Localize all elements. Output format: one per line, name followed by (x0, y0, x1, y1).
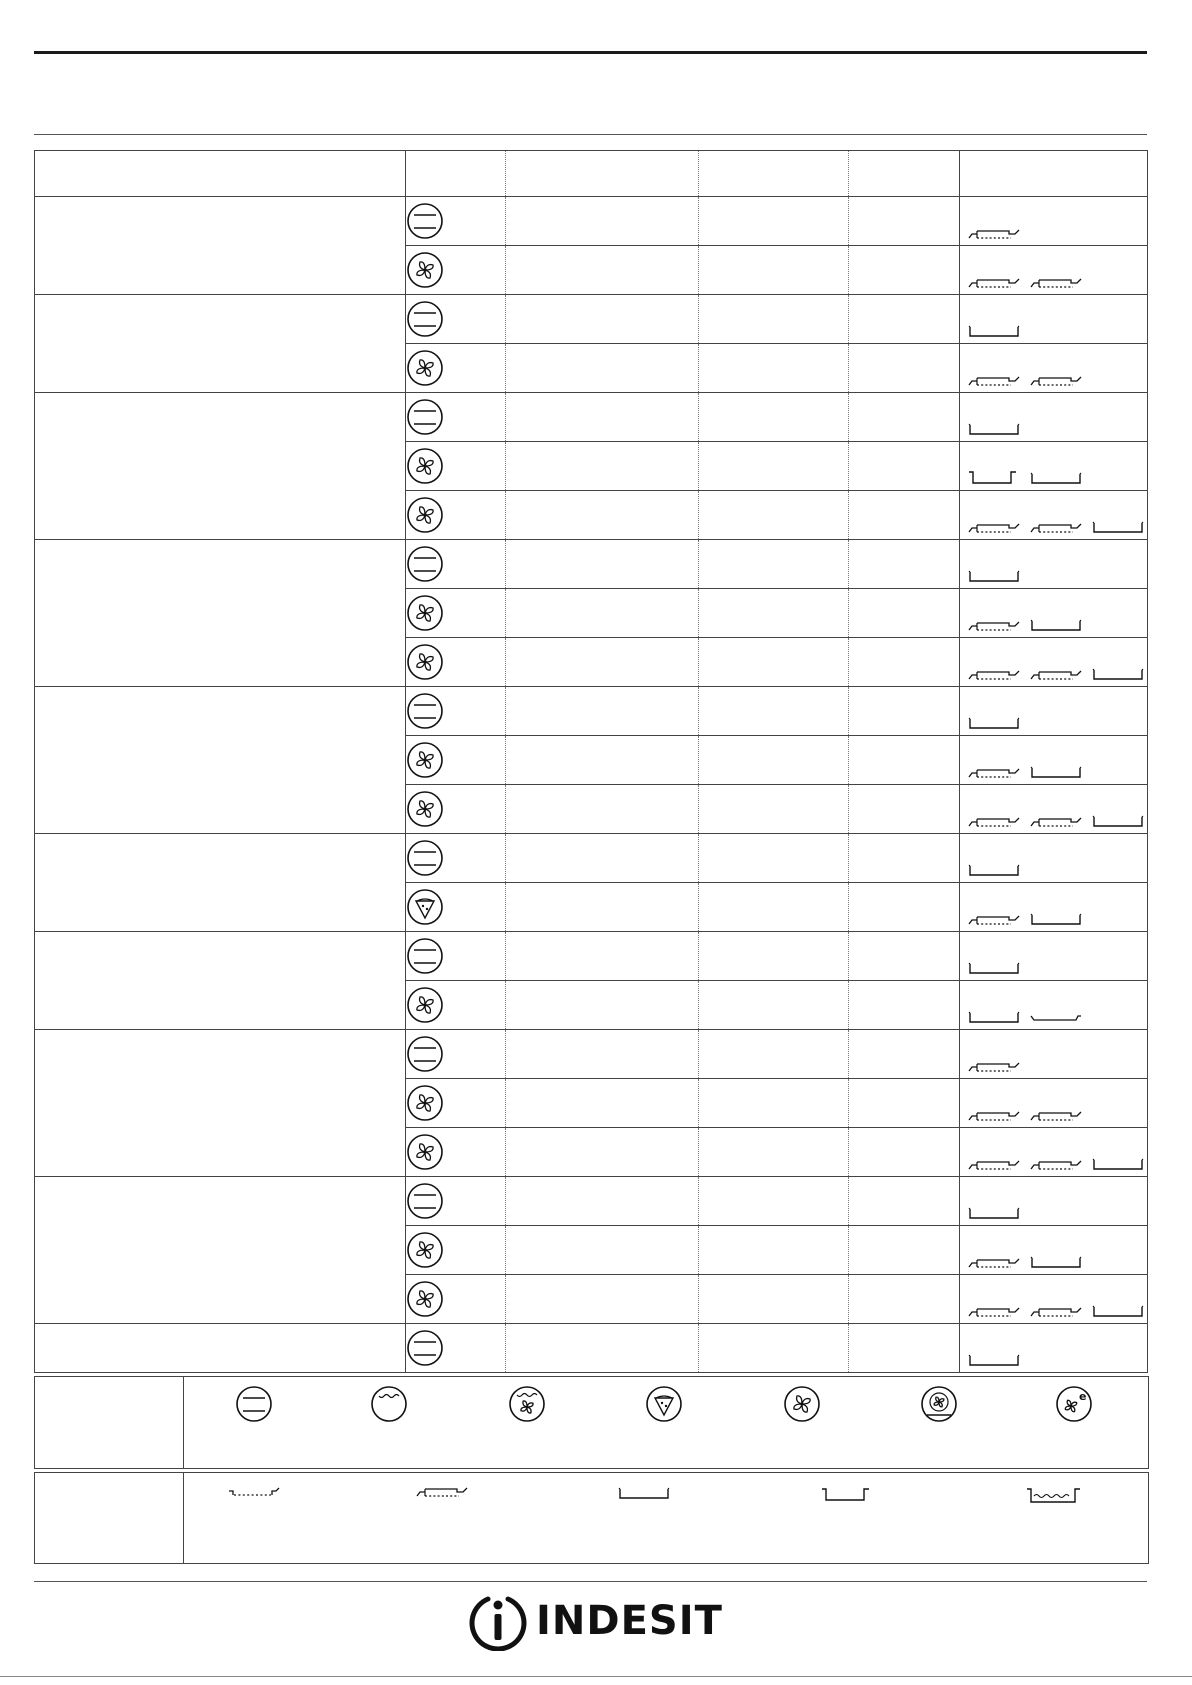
wire-shelf-icon (968, 1307, 1020, 1319)
preheat-cell (506, 393, 699, 442)
accessories-list (968, 1256, 1082, 1270)
wire-shelf-icon (968, 1160, 1020, 1172)
time-cell (849, 687, 960, 736)
accessories-list (968, 521, 1144, 535)
baking-tray-icon (968, 962, 1020, 976)
footer-rule (0, 1676, 1192, 1677)
brand-name: INDESIT (536, 1598, 723, 1644)
fan-icon (406, 594, 505, 632)
baking-tray-icon (618, 1487, 670, 1501)
dotted-shelf-icon (228, 1487, 280, 1499)
temperature-cell (699, 1030, 849, 1079)
baking-tray-icon (968, 717, 1020, 731)
fan-icon (406, 349, 505, 387)
accessories-cell (960, 442, 1148, 491)
function-cell (406, 295, 506, 344)
accessories-cell (960, 981, 1148, 1030)
cooking-table (34, 150, 1148, 1373)
accessories-list (968, 864, 1020, 878)
recipe-cell (35, 687, 406, 834)
time-cell (849, 1177, 960, 1226)
accessories-list (968, 1111, 1082, 1123)
fan-icon (406, 986, 505, 1024)
function-cell (406, 442, 506, 491)
time-cell (849, 1079, 960, 1128)
temperature-cell (699, 540, 849, 589)
top-rule (34, 51, 1147, 54)
baking-tray-icon (1092, 521, 1144, 535)
wire-shelf-icon (416, 1487, 468, 1499)
accessory-legend-icons (184, 1473, 1148, 1563)
function-cell (406, 1226, 506, 1275)
accessories-cell (960, 736, 1148, 785)
accessories-list (968, 619, 1082, 633)
time-cell (849, 393, 960, 442)
time-cell (849, 540, 960, 589)
table-row (35, 295, 1148, 344)
table-row (35, 540, 1148, 589)
function-legend-item (370, 1385, 408, 1423)
baking-tray-icon (968, 325, 1020, 339)
function-legend-item (920, 1385, 958, 1423)
time-cell (849, 1324, 960, 1373)
temperature-cell (699, 1128, 849, 1177)
preheat-cell (506, 1128, 699, 1177)
time-cell (849, 344, 960, 393)
wire-shelf-icon (968, 621, 1020, 633)
function-cell (406, 344, 506, 393)
wire-shelf-icon (968, 376, 1020, 388)
time-cell (849, 1030, 960, 1079)
time-cell (849, 491, 960, 540)
accessories-cell (960, 491, 1148, 540)
preheat-cell (506, 540, 699, 589)
baking-tray-icon (1092, 1158, 1144, 1172)
temperature-cell (699, 932, 849, 981)
function-cell (406, 1324, 506, 1373)
recipe-cell (35, 834, 406, 932)
temperature-cell (699, 1226, 849, 1275)
temperature-cell (699, 197, 849, 246)
preheat-cell (506, 785, 699, 834)
recipe-cell (35, 932, 406, 1030)
wire-shelf-icon (968, 1111, 1020, 1123)
function-cell (406, 1275, 506, 1324)
time-cell (849, 197, 960, 246)
accessories-cell (960, 1275, 1148, 1324)
conventional-icon (235, 1385, 273, 1423)
baking-tray-icon (968, 1354, 1020, 1368)
temperature-cell (699, 246, 849, 295)
temperature-cell (699, 1275, 849, 1324)
preheat-cell (506, 981, 699, 1030)
recipe-cell (35, 393, 406, 540)
fan-icon (406, 790, 505, 828)
conventional-icon (406, 545, 505, 583)
turbo-grill-icon (508, 1385, 546, 1423)
accessories-cell (960, 393, 1148, 442)
function-cell (406, 393, 506, 442)
accessories-list (968, 1354, 1020, 1368)
accessories-list (968, 423, 1020, 437)
wire-shelf-icon (968, 523, 1020, 535)
baking-tray-icon (968, 423, 1020, 437)
wire-shelf-icon (1030, 1111, 1082, 1123)
wire-shelf-icon (1030, 1160, 1082, 1172)
grill-icon (370, 1385, 408, 1423)
table-row (35, 834, 1148, 883)
accessories-cell (960, 1079, 1148, 1128)
wire-shelf-icon (1030, 523, 1082, 535)
accessory-legend-heading (35, 1473, 184, 1563)
baking-tray-icon (968, 864, 1020, 878)
accessories-cell (960, 687, 1148, 736)
recipe-cell (35, 197, 406, 295)
wire-shelf-icon (968, 1062, 1020, 1074)
info-circle-logo-icon (468, 1591, 528, 1651)
accessories-list (968, 668, 1144, 682)
pizza-icon (406, 888, 505, 926)
time-cell (849, 834, 960, 883)
function-legend-item (235, 1385, 273, 1423)
baking-tray-icon (1030, 1256, 1082, 1270)
table-row (35, 197, 1148, 246)
preheat-cell (506, 932, 699, 981)
baking-tray-icon (1092, 1305, 1144, 1319)
accessories-cell (960, 1030, 1148, 1079)
temperature-cell (699, 834, 849, 883)
accessories-list (968, 278, 1082, 290)
accessories-cell (960, 344, 1148, 393)
temperature-cell (699, 393, 849, 442)
baking-tray-icon (1030, 766, 1082, 780)
bottom-rule (34, 1581, 1147, 1582)
function-cell (406, 834, 506, 883)
fan-bottom-icon (920, 1385, 958, 1423)
conventional-icon (406, 692, 505, 730)
conventional-icon (406, 1182, 505, 1220)
function-cell (406, 687, 506, 736)
accessories-cell (960, 1177, 1148, 1226)
fan-icon (406, 251, 505, 289)
table-row (35, 1324, 1148, 1373)
preheat-cell (506, 1226, 699, 1275)
table-row (35, 932, 1148, 981)
preheat-cell (506, 687, 699, 736)
temperature-cell (699, 442, 849, 491)
baking-tray-icon (968, 1011, 1020, 1025)
function-cell (406, 736, 506, 785)
wire-shelf-icon (968, 768, 1020, 780)
temperature-cell (699, 736, 849, 785)
time-cell (849, 638, 960, 687)
accessories-list (968, 913, 1082, 927)
function-cell (406, 981, 506, 1030)
accessory-legend-item (618, 1487, 670, 1501)
time-cell (849, 1226, 960, 1275)
function-legend-icons (184, 1377, 1148, 1468)
temperature-cell (699, 589, 849, 638)
fan-icon (406, 1084, 505, 1122)
accessories-list (968, 1062, 1020, 1074)
accessory-legend-item (1026, 1487, 1082, 1505)
conventional-icon (406, 937, 505, 975)
accessories-cell (960, 1226, 1148, 1275)
accessories-cell (960, 246, 1148, 295)
function-legend-item (1055, 1385, 1093, 1423)
recipe-cell (35, 540, 406, 687)
table-row (35, 1030, 1148, 1079)
function-cell (406, 197, 506, 246)
time-cell (849, 785, 960, 834)
header-accessories (960, 151, 1148, 197)
accessories-cell (960, 540, 1148, 589)
wire-shelf-icon (1030, 1307, 1082, 1319)
temperature-cell (699, 785, 849, 834)
function-cell (406, 540, 506, 589)
temperature-cell (699, 295, 849, 344)
time-cell (849, 295, 960, 344)
fan-icon (406, 643, 505, 681)
function-cell (406, 1177, 506, 1226)
time-cell (849, 589, 960, 638)
function-cell (406, 932, 506, 981)
wire-shelf-icon (968, 229, 1020, 241)
brand-logo (468, 1591, 723, 1651)
water-tray-icon (1026, 1487, 1082, 1505)
accessories-list (968, 376, 1082, 388)
header-time (849, 151, 960, 197)
temperature-cell (699, 687, 849, 736)
temperature-cell (699, 1324, 849, 1373)
accessories-cell (960, 1324, 1148, 1373)
wire-shelf-icon (968, 1258, 1020, 1270)
function-legend-item (508, 1385, 546, 1423)
preheat-cell (506, 883, 699, 932)
accessories-list (968, 1207, 1020, 1221)
accessory-legend-item (228, 1487, 280, 1499)
svg-text:e: e (1079, 1390, 1087, 1403)
wire-shelf-icon (968, 817, 1020, 829)
preheat-cell (506, 491, 699, 540)
preheat-cell (506, 344, 699, 393)
header-rule (34, 134, 1147, 135)
header-preheat (506, 151, 699, 197)
baking-tray-icon (1030, 619, 1082, 633)
accessories-list (968, 1305, 1144, 1319)
accessories-cell (960, 834, 1148, 883)
accessories-list (968, 717, 1020, 731)
preheat-cell (506, 442, 699, 491)
accessories-list (968, 815, 1144, 829)
preheat-cell (506, 295, 699, 344)
table-row (35, 687, 1148, 736)
accessories-list (968, 1011, 1082, 1025)
function-legend-heading (35, 1377, 184, 1468)
function-cell (406, 883, 506, 932)
preheat-cell (506, 197, 699, 246)
time-cell (849, 736, 960, 785)
drip-tray-icon (968, 470, 1020, 486)
header-temperature (699, 151, 849, 197)
preheat-cell (506, 246, 699, 295)
accessories-list (968, 962, 1020, 976)
conventional-icon (406, 1035, 505, 1073)
accessories-cell (960, 932, 1148, 981)
drip-tray-icon (821, 1487, 873, 1503)
preheat-cell (506, 589, 699, 638)
preheat-cell (506, 638, 699, 687)
accessories-cell (960, 589, 1148, 638)
baking-tray-icon (1030, 913, 1082, 927)
conventional-icon (406, 398, 505, 436)
accessory-legend-item (416, 1487, 468, 1499)
recipe-cell (35, 295, 406, 393)
accessories-list (968, 325, 1020, 339)
accessories-list (968, 1158, 1144, 1172)
function-cell (406, 638, 506, 687)
accessories-cell (960, 883, 1148, 932)
fan-icon (783, 1385, 821, 1423)
temperature-cell (699, 1079, 849, 1128)
table-row (35, 393, 1148, 442)
recipe-cell (35, 1324, 406, 1373)
time-cell (849, 1275, 960, 1324)
accessories-cell (960, 197, 1148, 246)
conventional-icon (406, 202, 505, 240)
temperature-cell (699, 1177, 849, 1226)
temperature-cell (699, 638, 849, 687)
preheat-cell (506, 1324, 699, 1373)
conventional-icon (406, 1329, 505, 1367)
accessories-cell (960, 1128, 1148, 1177)
baking-tray-icon (968, 570, 1020, 584)
time-cell (849, 442, 960, 491)
accessory-legend (34, 1472, 1149, 1564)
fan-icon (406, 496, 505, 534)
pizza-icon (645, 1385, 683, 1423)
header-recipe (35, 151, 406, 197)
function-legend-item (783, 1385, 821, 1423)
wire-shelf-icon (1030, 817, 1082, 829)
baking-tray-icon (968, 1207, 1020, 1221)
wire-shelf-icon (968, 278, 1020, 290)
flat-tray-icon (1030, 1013, 1082, 1025)
accessory-legend-item (821, 1487, 873, 1503)
preheat-cell (506, 1177, 699, 1226)
function-legend (34, 1376, 1149, 1469)
accessories-list (968, 570, 1020, 584)
fan-icon (406, 1231, 505, 1269)
preheat-cell (506, 1030, 699, 1079)
table-row (35, 1177, 1148, 1226)
accessories-cell (960, 638, 1148, 687)
preheat-cell (506, 1079, 699, 1128)
table-header-row (35, 151, 1148, 197)
accessories-list (968, 229, 1020, 241)
fan-icon (406, 741, 505, 779)
recipe-cell (35, 1177, 406, 1324)
function-cell (406, 491, 506, 540)
wire-shelf-icon (1030, 670, 1082, 682)
header-function (406, 151, 506, 197)
fan-icon (406, 447, 505, 485)
function-cell (406, 1030, 506, 1079)
function-cell (406, 589, 506, 638)
preheat-cell (506, 1275, 699, 1324)
baking-tray-icon (1092, 815, 1144, 829)
conventional-icon (406, 839, 505, 877)
temperature-cell (699, 883, 849, 932)
preheat-cell (506, 736, 699, 785)
time-cell (849, 246, 960, 295)
temperature-cell (699, 981, 849, 1030)
baking-tray-icon (1092, 668, 1144, 682)
recipe-cell (35, 1030, 406, 1177)
accessories-list (968, 766, 1082, 780)
time-cell (849, 883, 960, 932)
fan-icon (406, 1280, 505, 1318)
function-cell (406, 1079, 506, 1128)
fan-icon (406, 1133, 505, 1171)
wire-shelf-icon (1030, 278, 1082, 290)
function-cell (406, 1128, 506, 1177)
conventional-icon (406, 300, 505, 338)
function-legend-item (645, 1385, 683, 1423)
accessories-cell (960, 295, 1148, 344)
wire-shelf-icon (1030, 376, 1082, 388)
wire-shelf-icon (968, 915, 1020, 927)
preheat-cell (506, 834, 699, 883)
time-cell (849, 981, 960, 1030)
function-cell (406, 785, 506, 834)
wire-shelf-icon (968, 670, 1020, 682)
temperature-cell (699, 491, 849, 540)
temperature-cell (699, 344, 849, 393)
time-cell (849, 932, 960, 981)
accessories-list (968, 470, 1082, 486)
function-cell (406, 246, 506, 295)
accessories-cell (960, 785, 1148, 834)
time-cell (849, 1128, 960, 1177)
baking-tray-icon (1030, 472, 1082, 486)
eco-fan-icon (1055, 1385, 1093, 1423)
